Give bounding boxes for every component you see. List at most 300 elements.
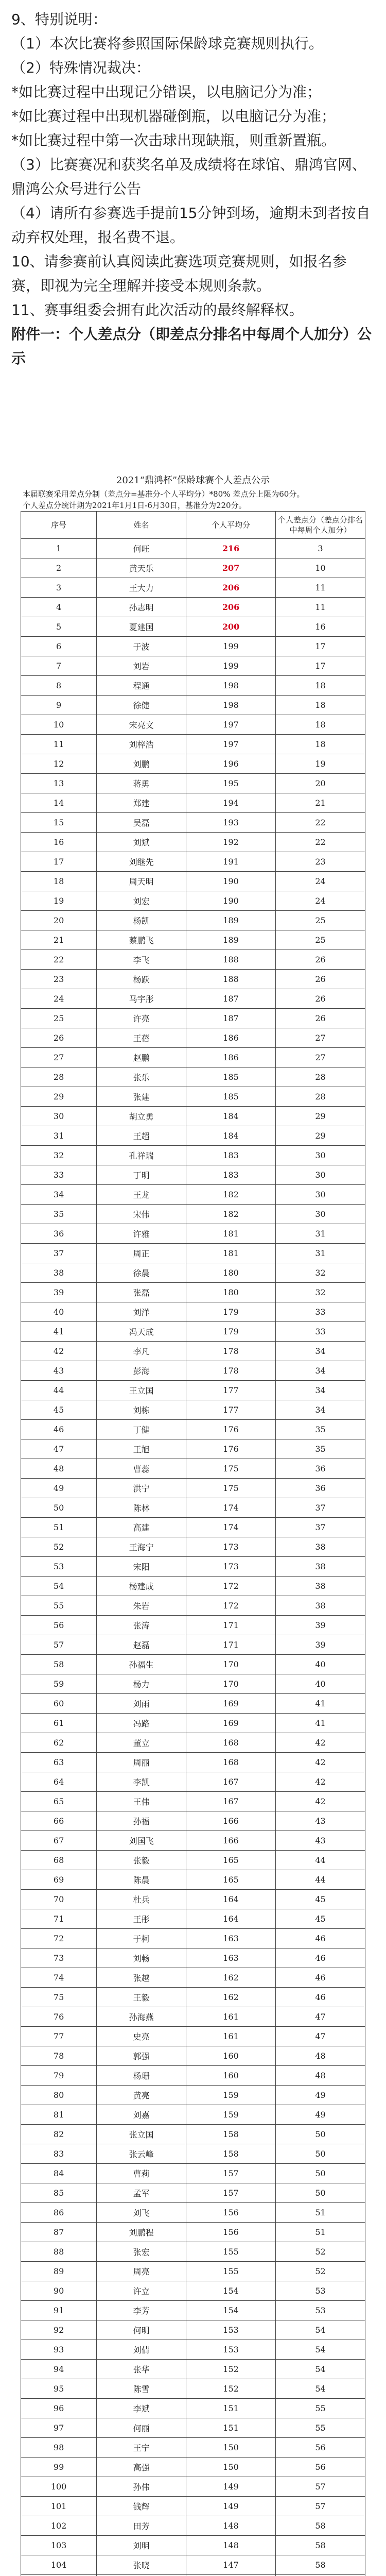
table-row	[21, 989, 365, 1009]
table-row	[21, 911, 365, 930]
row-average: 194	[186, 793, 276, 813]
row-index: 26	[21, 1028, 97, 1048]
row-name: 张毅	[97, 1851, 186, 1870]
row-index: 11	[21, 735, 97, 754]
table-row	[21, 1342, 365, 1361]
row-index: 77	[21, 2027, 97, 2046]
row-index: 84	[21, 2164, 97, 2183]
row-handicap: 22	[276, 833, 365, 852]
row-index: 69	[21, 1870, 97, 1890]
row-index: 81	[21, 2105, 97, 2125]
row-average: 164	[186, 1890, 276, 1909]
row-handicap: 57	[276, 2477, 365, 2497]
row-average: 166	[186, 1811, 276, 1831]
row-handicap: 37	[276, 1498, 365, 1518]
row-average: 172	[186, 1596, 276, 1616]
row-handicap: 30	[276, 1146, 365, 1165]
row-handicap: 45	[276, 1890, 365, 1909]
table-row	[21, 2497, 365, 2516]
table-row	[21, 1420, 365, 1439]
table-row	[21, 1028, 365, 1048]
row-handicap: 44	[276, 1851, 365, 1870]
row-handicap: 39	[276, 1635, 365, 1655]
row-average: 166	[186, 1831, 276, 1851]
row-average: 158	[186, 2125, 276, 2144]
row-average: 159	[186, 2086, 276, 2105]
row-name: 冯路	[97, 1714, 186, 1733]
row-name: 刘飞	[97, 2203, 186, 2223]
row-average: 165	[186, 1851, 276, 1870]
row-handicap: 24	[276, 891, 365, 911]
row-name: 张乐	[97, 1067, 186, 1087]
row-handicap: 17	[276, 637, 365, 656]
row-handicap: 54	[276, 2320, 365, 2340]
row-handicap: 22	[276, 813, 365, 833]
table-row	[21, 872, 365, 891]
row-name: 李斌	[97, 2399, 186, 2418]
row-average: 151	[186, 2399, 276, 2418]
table-row	[21, 2183, 365, 2203]
table-row	[21, 1753, 365, 1772]
row-handicap: 53	[276, 2301, 365, 2320]
row-handicap: 35	[276, 1439, 365, 1459]
row-name: 蒋勇	[97, 774, 186, 793]
table-row	[21, 1772, 365, 1792]
row-average: 176	[186, 1420, 276, 1439]
table-row	[21, 715, 365, 735]
row-index: 42	[21, 1342, 97, 1361]
row-handicap: 18	[276, 676, 365, 696]
row-index: 22	[21, 950, 97, 970]
row-handicap: 48	[276, 2066, 365, 2086]
row-name: 刘岩	[97, 656, 186, 676]
rule-line: *如比赛过程中出现机器碰倒瓶，以电脑记分为准；	[11, 108, 336, 125]
row-average: 198	[186, 696, 276, 715]
row-handicap: 41	[276, 1694, 365, 1714]
table-row	[21, 2144, 365, 2164]
row-handicap: 49	[276, 2105, 365, 2125]
row-index: 53	[21, 1557, 97, 1577]
row-name: 许雅	[97, 1224, 186, 1244]
row-handicap: 48	[276, 2046, 365, 2066]
row-index: 60	[21, 1694, 97, 1714]
row-handicap: 34	[276, 1381, 365, 1400]
table-row	[21, 1439, 365, 1459]
row-index: 48	[21, 1459, 97, 1479]
row-average: 150	[186, 2438, 276, 2458]
row-name: 孙福生	[97, 1655, 186, 1674]
row-handicap: 26	[276, 1009, 365, 1028]
row-index: 23	[21, 970, 97, 989]
row-index: 52	[21, 1537, 97, 1557]
table-row	[21, 2007, 365, 2027]
row-average: 184	[186, 1107, 276, 1126]
row-average: 170	[186, 1674, 276, 1694]
row-index: 41	[21, 1322, 97, 1342]
row-index: 85	[21, 2183, 97, 2203]
row-handicap: 42	[276, 1772, 365, 1792]
table-row	[21, 1890, 365, 1909]
row-index: 80	[21, 2086, 97, 2105]
table-row	[21, 598, 365, 617]
table-row	[21, 754, 365, 774]
row-index: 1	[21, 539, 97, 558]
row-average: 200	[186, 617, 276, 637]
table-row	[21, 539, 365, 558]
row-name: 王龙	[97, 1185, 186, 1205]
row-index: 61	[21, 1714, 97, 1733]
row-name: 丁明	[97, 1165, 186, 1185]
table-row	[21, 2242, 365, 2262]
row-name: 曹莉	[97, 2164, 186, 2183]
row-name: 刘洋	[97, 1302, 186, 1322]
row-average: 192	[186, 833, 276, 852]
row-average: 197	[186, 715, 276, 735]
table-row	[21, 1400, 365, 1420]
rule-line: （2）特殊情况裁决：	[11, 59, 150, 76]
table-row	[21, 1165, 365, 1185]
table-row	[21, 2066, 365, 2086]
row-handicap: 46	[276, 1948, 365, 1968]
row-name: 许立	[97, 2281, 186, 2301]
row-average: 198	[186, 676, 276, 696]
header-handicap: 个人差点分（差点分排名中每周个人加分）	[276, 512, 365, 539]
row-index: 17	[21, 852, 97, 872]
table-row	[21, 930, 365, 950]
row-name: 张华	[97, 2360, 186, 2379]
row-handicap: 30	[276, 1165, 365, 1185]
row-handicap: 47	[276, 2007, 365, 2027]
row-handicap: 19	[276, 754, 365, 774]
row-average: 161	[186, 2027, 276, 2046]
row-name: 董立	[97, 1733, 186, 1753]
row-name: 王超	[97, 1126, 186, 1146]
table-row	[21, 1479, 365, 1498]
row-index: 25	[21, 1009, 97, 1028]
row-name: 王立国	[97, 1381, 186, 1400]
row-name: 史亮	[97, 2027, 186, 2046]
table-row	[21, 1185, 365, 1205]
row-name: 周天明	[97, 872, 186, 891]
row-index: 102	[21, 2516, 97, 2536]
row-average: 174	[186, 1518, 276, 1537]
row-average: 175	[186, 1479, 276, 1498]
table-row	[21, 2477, 365, 2497]
row-index: 28	[21, 1067, 97, 1087]
row-name: 王大力	[97, 578, 186, 598]
row-index: 30	[21, 1107, 97, 1126]
row-average: 155	[186, 2242, 276, 2262]
row-name: 马宇彤	[97, 989, 186, 1009]
row-index: 40	[21, 1302, 97, 1322]
table-row	[21, 1909, 365, 1929]
row-index: 18	[21, 872, 97, 891]
row-average: 183	[186, 1165, 276, 1185]
row-index: 56	[21, 1616, 97, 1635]
row-index: 75	[21, 1988, 97, 2007]
row-handicap: 58	[276, 2516, 365, 2536]
row-name: 赵磊	[97, 1635, 186, 1655]
row-handicap: 32	[276, 1263, 365, 1283]
row-handicap: 34	[276, 1400, 365, 1420]
row-handicap: 57	[276, 2497, 365, 2516]
row-name: 蔡鹏飞	[97, 930, 186, 950]
row-handicap: 28	[276, 1067, 365, 1087]
rule-line: 10、请参赛前认真阅读此赛选项竞赛规则，如报名参赛，即视为完全理解并接受本规则条款。	[11, 253, 347, 294]
row-average: 177	[186, 1381, 276, 1400]
table-row	[21, 1146, 365, 1165]
row-handicap: 26	[276, 970, 365, 989]
table-row	[21, 2458, 365, 2477]
table-row	[21, 2555, 365, 2575]
row-index: 15	[21, 813, 97, 833]
row-handicap: 24	[276, 872, 365, 891]
row-average: 157	[186, 2164, 276, 2183]
row-handicap: 3	[276, 539, 365, 558]
row-name: 黄亮	[97, 2086, 186, 2105]
table-row	[21, 676, 365, 696]
row-handicap: 50	[276, 2144, 365, 2164]
row-index: 37	[21, 1244, 97, 1263]
row-handicap: 26	[276, 989, 365, 1009]
row-handicap: 56	[276, 2438, 365, 2458]
table-row	[21, 2086, 365, 2105]
table-row	[21, 970, 365, 989]
table-row	[21, 2340, 365, 2360]
row-handicap: 20	[276, 774, 365, 793]
row-average: 169	[186, 1714, 276, 1733]
row-name: 孟军	[97, 2183, 186, 2203]
row-name: 张建	[97, 1087, 186, 1107]
row-name: 陈雪	[97, 2379, 186, 2399]
table-row	[21, 656, 365, 676]
row-name: 田芳	[97, 2516, 186, 2536]
row-index: 98	[21, 2438, 97, 2458]
table-row	[21, 1988, 365, 2007]
row-average: 188	[186, 950, 276, 970]
row-average: 182	[186, 1205, 276, 1224]
table-row	[21, 1107, 365, 1126]
row-name: 杨建成	[97, 1577, 186, 1596]
table-row	[21, 852, 365, 872]
table-row	[21, 2320, 365, 2340]
row-index: 93	[21, 2340, 97, 2360]
row-handicap: 54	[276, 2340, 365, 2360]
row-index: 39	[21, 1283, 97, 1302]
row-handicap: 31	[276, 1224, 365, 1244]
rule-line: （1）本次比赛将参照国际保龄球竞赛规则执行。	[11, 35, 323, 52]
row-index: 34	[21, 1185, 97, 1205]
row-average: 187	[186, 1009, 276, 1028]
table-row	[21, 1733, 365, 1753]
row-handicap: 50	[276, 2183, 365, 2203]
table-row	[21, 2027, 365, 2046]
row-handicap: 55	[276, 2399, 365, 2418]
row-index: 50	[21, 1498, 97, 1518]
row-handicap: 40	[276, 1674, 365, 1694]
row-name: 李凡	[97, 1342, 186, 1361]
row-index: 71	[21, 1909, 97, 1929]
table-row	[21, 1361, 365, 1381]
row-index: 99	[21, 2458, 97, 2477]
table-row	[21, 1126, 365, 1146]
row-index: 103	[21, 2536, 97, 2555]
table-row	[21, 735, 365, 754]
row-name: 杨跃	[97, 970, 186, 989]
row-handicap: 36	[276, 1459, 365, 1479]
row-average: 154	[186, 2281, 276, 2301]
row-handicap: 11	[276, 578, 365, 598]
row-handicap: 55	[276, 2418, 365, 2438]
table-title: 2021“鼎鸿杯”保龄球赛个人差点公示	[116, 475, 270, 486]
row-handicap: 37	[276, 1518, 365, 1537]
row-name: 何旺	[97, 539, 186, 558]
table-row	[21, 2281, 365, 2301]
row-index: 70	[21, 1890, 97, 1909]
row-index: 5	[21, 617, 97, 637]
table-row	[21, 2536, 365, 2555]
row-name: 孙海燕	[97, 2007, 186, 2027]
row-handicap: 45	[276, 1909, 365, 1929]
row-handicap: 10	[276, 558, 365, 578]
row-handicap: 54	[276, 2379, 365, 2399]
row-index: 12	[21, 754, 97, 774]
row-name: 徐晨	[97, 1263, 186, 1283]
row-index: 95	[21, 2379, 97, 2399]
table-row	[21, 1087, 365, 1107]
row-name: 孙伟	[97, 2477, 186, 2497]
row-average: 152	[186, 2379, 276, 2399]
row-index: 72	[21, 1929, 97, 1948]
table-row	[21, 617, 365, 637]
row-index: 3	[21, 578, 97, 598]
row-handicap: 51	[276, 2203, 365, 2223]
row-average: 173	[186, 1557, 276, 1577]
row-index: 68	[21, 1851, 97, 1870]
row-name: 李芳	[97, 2301, 186, 2320]
row-name: 孙福	[97, 1811, 186, 1831]
rule-line: 11、赛事组委会拥有此次活动的最终解释权。	[11, 301, 304, 318]
row-average: 164	[186, 1909, 276, 1929]
row-handicap: 28	[276, 1087, 365, 1107]
row-name: 张立国	[97, 2125, 186, 2144]
row-name: 吴磊	[97, 813, 186, 833]
table-row	[21, 1263, 365, 1283]
row-handicap: 34	[276, 1342, 365, 1361]
table-row	[21, 2164, 365, 2183]
row-handicap: 18	[276, 715, 365, 735]
row-average: 183	[186, 1146, 276, 1165]
row-name: 刘嘉	[97, 2105, 186, 2125]
row-handicap: 50	[276, 2164, 365, 2183]
table-row	[21, 1694, 365, 1714]
row-name: 刘栋	[97, 1400, 186, 1420]
rule-line: *如比赛过程中出现记分错误，以电脑记分为准；	[11, 83, 322, 100]
row-name: 郑建	[97, 793, 186, 813]
row-name: 王彤	[97, 1909, 186, 1929]
table-row	[21, 1577, 365, 1596]
row-index: 4	[21, 598, 97, 617]
row-average: 162	[186, 1988, 276, 2007]
row-name: 刘继先	[97, 852, 186, 872]
row-name: 刘畅	[97, 1948, 186, 1968]
row-index: 54	[21, 1577, 97, 1596]
table-row	[21, 558, 365, 578]
table-row	[21, 1714, 365, 1733]
row-average: 180	[186, 1283, 276, 1302]
row-average: 154	[186, 2301, 276, 2320]
row-average: 175	[186, 1459, 276, 1479]
row-handicap: 58	[276, 2536, 365, 2555]
row-index: 62	[21, 1733, 97, 1753]
row-average: 156	[186, 2223, 276, 2242]
table-row	[21, 1302, 365, 1322]
row-handicap: 51	[276, 2223, 365, 2242]
row-handicap: 42	[276, 1733, 365, 1753]
table-row	[21, 1831, 365, 1851]
row-index: 33	[21, 1165, 97, 1185]
row-name: 刘鹏	[97, 754, 186, 774]
row-index: 24	[21, 989, 97, 1009]
table-row	[21, 1596, 365, 1616]
row-average: 206	[186, 598, 276, 617]
table-row	[21, 1929, 365, 1948]
table-row	[21, 1244, 365, 1263]
row-average: 168	[186, 1753, 276, 1772]
row-handicap: 35	[276, 1420, 365, 1439]
row-average: 150	[186, 2458, 276, 2477]
row-name: 刘斌	[97, 833, 186, 852]
table-row	[21, 2516, 365, 2536]
row-index: 55	[21, 1596, 97, 1616]
row-average: 186	[186, 1048, 276, 1067]
table-note: 个人差点分统计期为2021年1月1日-6月30日，基准分为220分。	[23, 501, 247, 510]
row-index: 49	[21, 1479, 97, 1498]
row-name: 王蓓	[97, 1028, 186, 1048]
row-average: 178	[186, 1342, 276, 1361]
row-index: 47	[21, 1439, 97, 1459]
row-name: 陈晨	[97, 1870, 186, 1890]
table-row	[21, 1948, 365, 1968]
row-name: 王海宁	[97, 1537, 186, 1557]
row-name: 杨珊	[97, 2066, 186, 2086]
row-name: 宋阳	[97, 1557, 186, 1577]
row-average: 176	[186, 1439, 276, 1459]
row-index: 86	[21, 2203, 97, 2223]
rules-section	[0, 0, 386, 370]
row-average: 179	[186, 1322, 276, 1342]
row-name: 徐健	[97, 696, 186, 715]
attachment-heading: 附件一：个人差点分（即差点分排名中每周个人加分）公示	[11, 326, 372, 367]
row-average: 153	[186, 2340, 276, 2360]
row-average: 188	[186, 970, 276, 989]
row-name: 夏建国	[97, 617, 186, 637]
row-average: 216	[186, 539, 276, 558]
row-index: 14	[21, 793, 97, 813]
row-index: 35	[21, 1205, 97, 1224]
table-row	[21, 950, 365, 970]
row-handicap: 50	[276, 2125, 365, 2144]
row-handicap: 27	[276, 1048, 365, 1067]
row-index: 20	[21, 911, 97, 930]
row-handicap: 32	[276, 1283, 365, 1302]
row-name: 王毅	[97, 1988, 186, 2007]
row-average: 177	[186, 1400, 276, 1420]
row-average: 149	[186, 2497, 276, 2516]
row-average: 167	[186, 1792, 276, 1811]
row-average: 172	[186, 1577, 276, 1596]
row-name: 周亮	[97, 2262, 186, 2281]
